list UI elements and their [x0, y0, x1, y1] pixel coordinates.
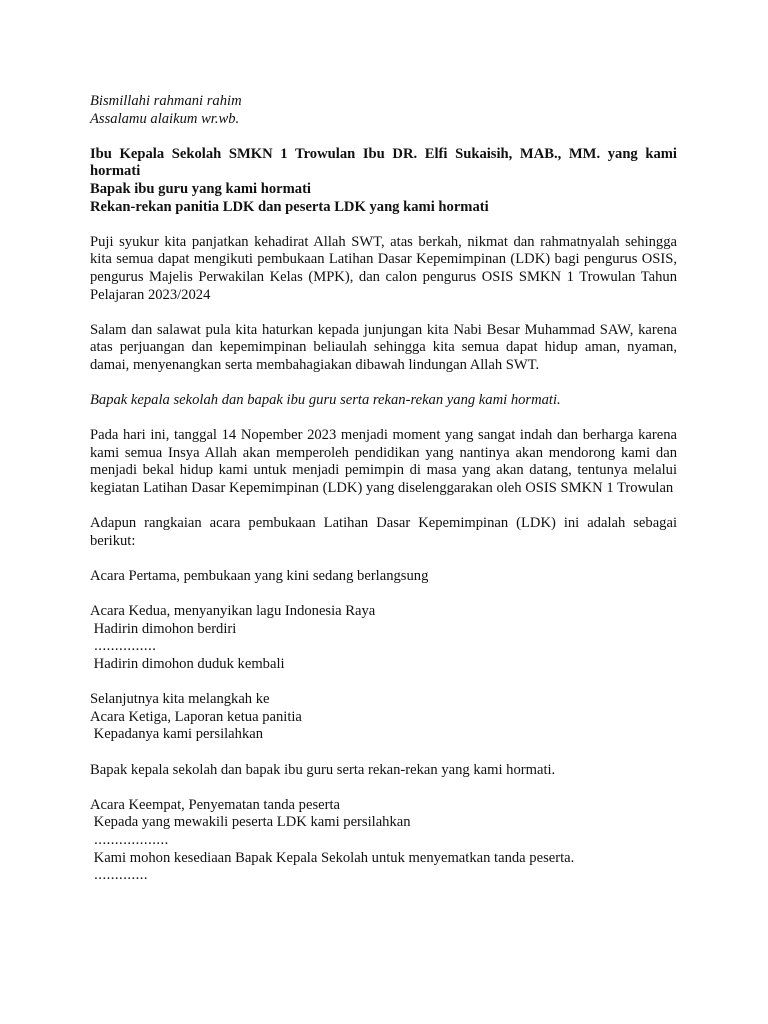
agenda-item-2-dots: ...............	[90, 638, 157, 655]
greeting-principal: Ibu Kepala Sekolah SMKN 1 Trowulan Ibu DR. Elfi Sukaisih, MAB., MM. yang kami	[90, 145, 677, 162]
agenda-item-3-line-1: Kepadanya kami persilahkan	[90, 726, 264, 743]
agenda-item-4-dots-1: ..................	[90, 831, 169, 848]
paragraph-address-2: Bapak kepala sekolah dan bapak ibu guru serta rekan-rekan yang kami hormati.	[90, 761, 556, 778]
greeting-principal-cont: hormati	[90, 163, 141, 180]
agenda-item-2-line-2: Hadirin dimohon duduk kembali	[90, 656, 285, 672]
agenda-item-4-line-1: Kepada yang mewakili peserta LDK kami persilahkan	[90, 814, 411, 831]
agenda-item-4-title: Acara Keempat, Penyematan tanda peserta	[90, 796, 340, 813]
paragraph-gratitude: Puji syukur kita panjatkan kehadirat Allah SWT, atas berkah, nikmat dan rahmatnyalah sehingga kita semua dapat mengikuti pembukaan Latihan Dasar Kepemimpinan (LDK) bagi pengurus OSIS, pengurus Majelis Perwakilan Kelas (MPK), dan calon pengurus OSIS SMKN 1 Trowulan Tahun Pelajaran 2023/2024	[90, 233, 677, 303]
document-page	[90, 93, 677, 885]
opening-bismillah: Bismillahi rahmani rahim	[90, 93, 242, 109]
agenda-item-2-line-1: Hadirin dimohon berdiri	[90, 620, 237, 637]
opening-salam: Assalamu alaikum wr.wb.	[90, 110, 240, 127]
greeting-committee: Rekan-rekan panitia LDK dan peserta LDK yang kami hormati	[90, 198, 489, 215]
agenda-item-2-title: Acara Kedua, menyanyikan lagu Indonesia Raya	[90, 603, 376, 620]
paragraph-salawat: Salam dan salawat pula kita haturkan kepada junjungan kita Nabi Besar Muhammad SAW, karena atas perjuangan dan kepemimpinan beliaulah sehingga kita semua dapat hidup aman, nyaman, damai, menyenangkan serta membahagiakan dibawah lindungan Allah SWT.	[90, 321, 677, 373]
agenda-item-4-line-2: Kami mohon kesediaan Bapak Kepala Sekolah untuk menyematkan tanda peserta.	[90, 849, 575, 866]
agenda-item-3-title: Acara Ketiga, Laporan ketua panitia	[90, 708, 302, 725]
agenda-item-4-dots-2: .............	[90, 867, 149, 884]
paragraph-address-1: Bapak kepala sekolah dan bapak ibu guru serta rekan-rekan yang kami hormati.	[90, 392, 561, 409]
greeting-teachers: Bapak ibu guru yang kami hormati	[90, 180, 311, 197]
paragraph-agenda-intro: Adapun rangkaian acara pembukaan Latihan Dasar Kepemimpinan (LDK) ini adalah sebagai berikut:	[90, 515, 677, 549]
agenda-item-1: Acara Pertama, pembukaan yang kini sedang berlangsung	[90, 568, 429, 585]
agenda-item-3-intro: Selanjutnya kita melangkah ke	[90, 691, 270, 708]
paragraph-today: Pada hari ini, tanggal 14 Nopember 2023 menjadi moment yang sangat indah dan berharga karena kami semua Insya Allah akan memperoleh pendidikan yang nantinya akan mendorong kami dan menjadi bekal hidup kami untuk menjadi pemimpin di masa yang akan datang, tentunya melalui kegiatan Latihan Dasar Kepemimpinan (LDK) yang diselenggarakan oleh OSIS SMKN 1 Trowulan	[90, 427, 677, 497]
